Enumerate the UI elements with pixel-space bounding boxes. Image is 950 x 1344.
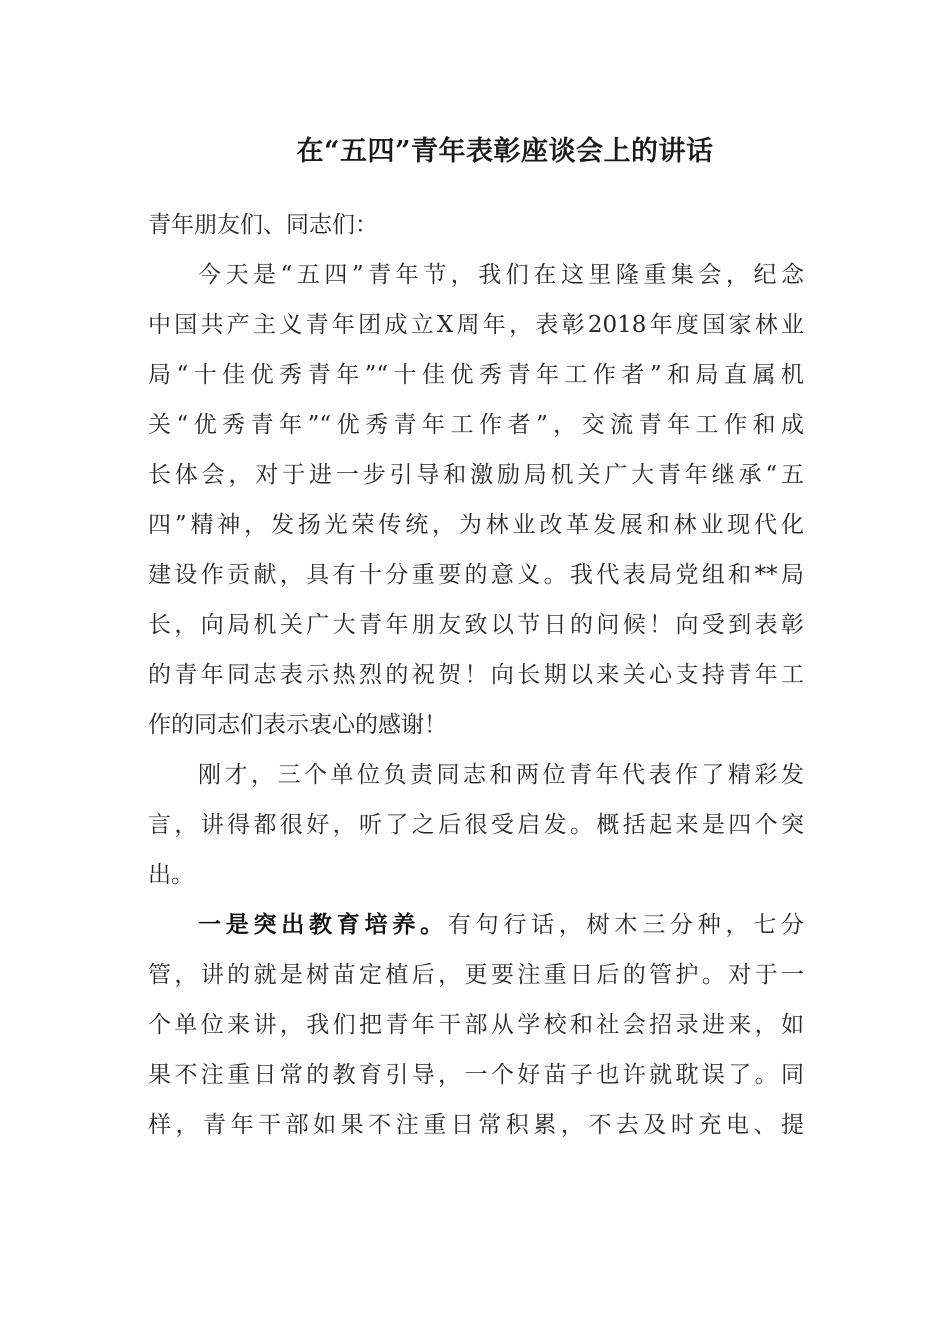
paragraph-line: 中国共产主义青年团成立X周年，表彰2018年度国家林业 <box>148 312 804 338</box>
paragraph-line: 今天是“五四”青年节，我们在这里隆重集会，纪念 <box>198 262 804 288</box>
paragraph-1 <box>148 250 804 750</box>
paragraph-line: 刚才，三个单位负责同志和两位青年代表作了精彩发 <box>198 762 804 788</box>
paragraph-line <box>148 900 804 950</box>
section-heading-inline: 一是突出教育培养。 <box>198 912 448 938</box>
paragraph-line: 局“十佳优秀青年”“十佳优秀青年工作者”和局直属机 <box>148 362 804 388</box>
paragraph-line: 的青年同志表示热烈的祝贺！向长期以来关心支持青年工 <box>148 662 804 688</box>
paragraph-line: 长体会，对于进一步引导和激励局机关广大青年继承“五 <box>148 462 804 488</box>
paragraph-3 <box>148 900 804 1150</box>
paragraph-line: 果不注重日常的教育引导，一个好苗子也许就耽误了。同 <box>148 1062 804 1088</box>
paragraph-text: 有句行话，树木三分种，七分 <box>447 912 804 938</box>
paragraph-line: 关“优秀青年”“优秀青年工作者”，交流青年工作和成 <box>148 412 804 438</box>
greeting-line: 青年朋友们、同志们： <box>148 212 378 238</box>
paragraph-2 <box>148 750 804 900</box>
paragraph-line: 言，讲得都很好，听了之后很受启发。概括起来是四个突 <box>148 812 804 838</box>
paragraph-line: 管，讲的就是树苗定植后，更要注重日后的管护。对于一 <box>148 962 804 988</box>
paragraph-line: 作的同志们表示衷心的感谢！ <box>148 712 447 738</box>
paragraph-line: 长，向局机关广大青年朋友致以节日的问候！向受到表彰 <box>148 612 804 638</box>
paragraph-line: 四”精神，发扬光荣传统，为林业改革发展和林业现代化 <box>148 512 804 538</box>
document-title: 在“五四”青年表彰座谈会上的讲话 <box>296 136 714 167</box>
paragraph-line: 个单位来讲，我们把青年干部从学校和社会招录进来，如 <box>148 1012 804 1038</box>
document-body <box>148 200 804 1150</box>
paragraph-line: 出。 <box>148 862 194 888</box>
paragraph-line: 建设作贡献，具有十分重要的意义。我代表局党组和**局 <box>148 562 804 588</box>
paragraph-line: 样，青年干部如果不注重日常积累，不去及时充电、提 <box>148 1112 804 1138</box>
